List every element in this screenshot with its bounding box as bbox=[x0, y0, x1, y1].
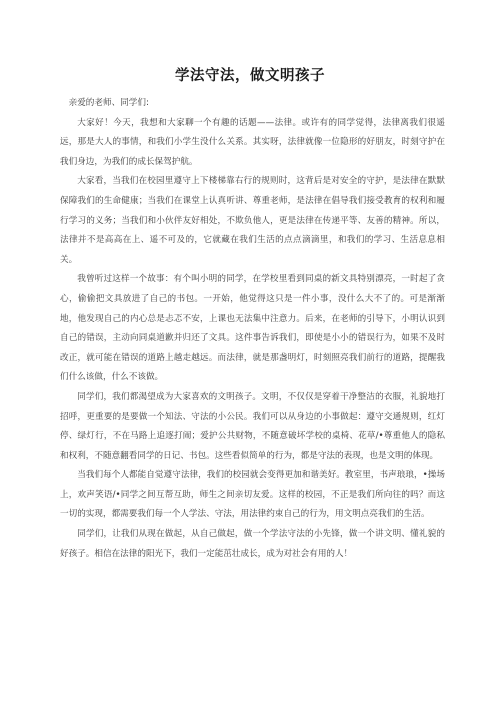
paragraph-6: 同学们，让我们从现在做起，从自己做起，做一个学法守法的小先锋，做一个讲文明、懂礼貌的好孩子。相信在法律的阳光下，我们一定能茁壮成长，成为对社会有用的人！ bbox=[60, 529, 445, 559]
paragraph-4: 同学们，我们都渴望成为大家喜欢的文明孩子。文明，不仅仅是穿着干净整洁的衣服，礼貌地打招呼，更重要的是要做一个知法、守法的小公民。我们可以从身边的小事做起：遵守交通规则，红灯停、绿灯行，不在马路上追逐打闹；爱护公共财物，不随意破坏学校的桌椅、花草/•尊重他人的隐私和权利，不随意翻看同学的日记、书包。这些看似简单的行为，都是守法的表现，也是文明的体现。 bbox=[60, 391, 445, 461]
paragraph-2: 大家看，当我们在校园里遵守上下楼梯靠右行的规则时，这背后是对安全的守护，是法律在默默保障我们的生命健康；当我们在课堂上认真听讲、尊重老师，是法律在倡导我们接受教育的权利和履行学习的义务；当我们和小伙伴友好相处，不欺负他人，更是法律在传递平等、友善的精神。所以，法律并不是高高在上、遥不可及的，它就藏在我们生活的点点滴滴里，和我们的学习、生活息息相关。 bbox=[60, 176, 445, 265]
page-title: 学法守法，做文明孩子 bbox=[175, 68, 325, 84]
document-body bbox=[60, 94, 445, 564]
salutation: 亲爱的老师、同学们: bbox=[68, 98, 149, 108]
paragraph-1: 大家好！今天，我想和大家聊一个有趣的话题——法律。或许有的同学觉得，法律离我们很遥远，那是大人的事情，和我们小学生没什么关系。其实呀，法律就像一位隐形的好朋友，时刻守护在我们身边，为我们的成长保驾护航。 bbox=[60, 117, 445, 167]
paragraph-5: 当我们每个人都能自觉遵守法律，我们的校园就会变得更加和谐美好。教室里，书声琅琅，•操场上，欢声笑语/•同学之间互帮互助，师生之间亲切友爱。这样的校园，不正是我们所向往的吗？而这一切的实现，都需要我们每一个人学法、守法，用法律约束自己的行为，用文明点亮我们的生活。 bbox=[60, 470, 445, 520]
paragraph-3: 我曾听过这样一个故事：有个叫小明的同学，在学校里看到同桌的新文具特别漂亮，一时起了贪心，偷偷把文具放进了自己的书包。一开始，他觉得这只是一件小事，没什么大不了的。可是渐渐地，他发现自己的内心总是忐忑不安，上课也无法集中注意力。后来，在老师的引导下，小明认识到自己的错误，主动向同桌道歉并归还了文具。这件事告诉我们，即使是小小的错误行为，如果不及时改正，就可能在错误的道路上越走越远。而法律，就是那盏明灯，时刻照亮我们前行的道路，提醒我们什么该做，什么不该做。 bbox=[60, 274, 445, 383]
